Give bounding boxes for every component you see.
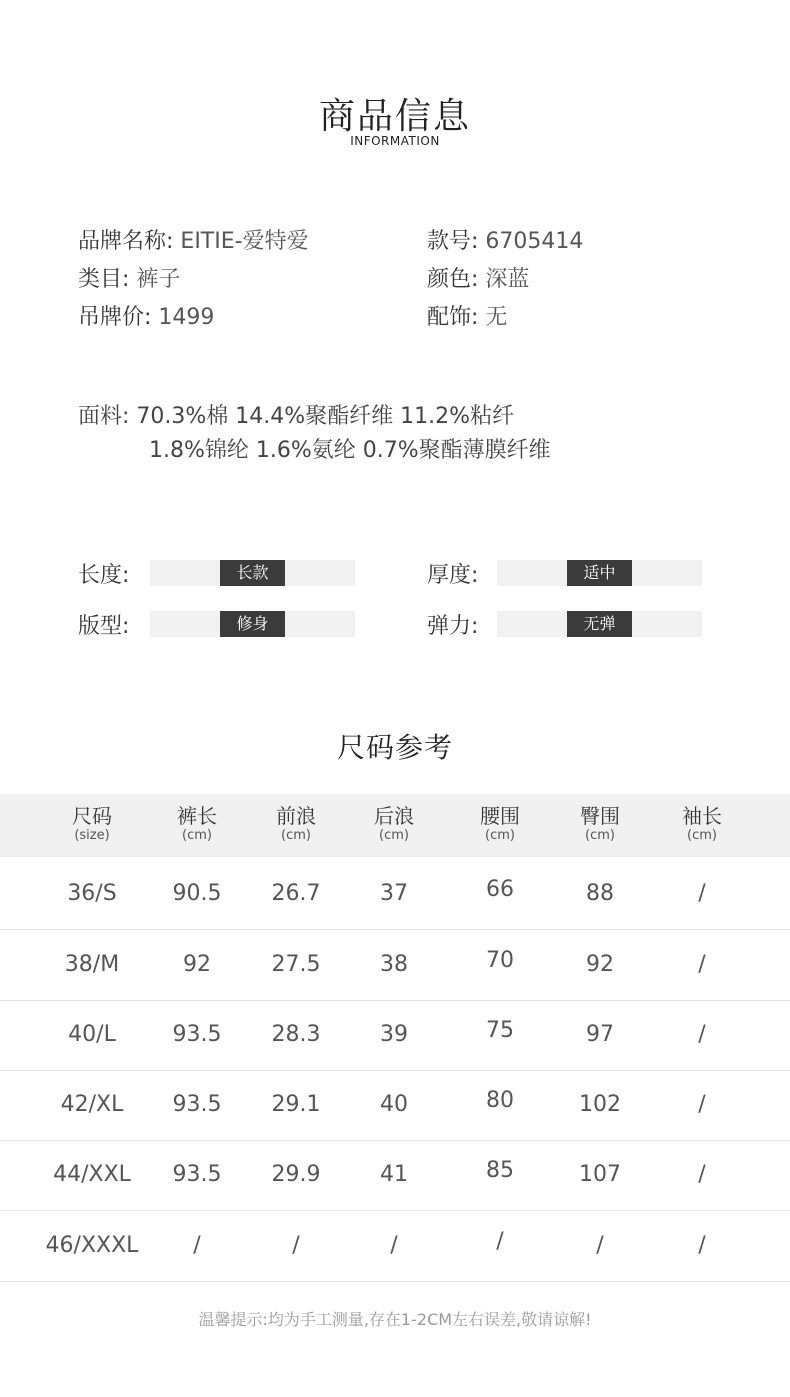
col-sleeve	[652, 794, 752, 857]
cell-size: 36/S	[67, 881, 117, 906]
cell-value: 107	[579, 1162, 621, 1187]
col-unit: (cm)	[585, 828, 615, 843]
col-unit: (size)	[74, 828, 110, 843]
color-label: 颜色:	[427, 267, 479, 292]
fabric-label: 面料:	[78, 404, 130, 429]
cell-value: 26.7	[271, 881, 321, 906]
col-name: 尺码	[72, 804, 112, 828]
cell-size: 42/XL	[60, 1092, 124, 1117]
cell-value: 97	[586, 1022, 614, 1047]
category-label: 类目:	[78, 267, 130, 292]
col-unit: (cm)	[687, 828, 717, 843]
cell-size: 44/XXL	[53, 1162, 131, 1187]
price-label: 吊牌价:	[78, 305, 152, 330]
thickness-scale	[497, 560, 702, 586]
col-hip	[550, 794, 650, 857]
elasticity-scale	[497, 611, 702, 637]
col-pants-length	[147, 794, 247, 857]
cell-value: /	[390, 1233, 398, 1258]
cell-size: 46/XXXL	[45, 1233, 139, 1258]
col-unit: (cm)	[485, 828, 515, 843]
fit-scale	[150, 611, 355, 637]
cell-value: 93.5	[172, 1022, 222, 1047]
col-name: 后浪	[374, 804, 414, 828]
page-title: 商品信息	[318, 96, 471, 137]
style-no-row	[427, 224, 583, 255]
table-row	[0, 930, 790, 1001]
style-no-label: 款号:	[427, 229, 479, 254]
cell-value: /	[698, 1092, 706, 1117]
col-name: 袖长	[682, 804, 722, 828]
cell-size: 40/L	[68, 1022, 116, 1047]
cell-value: 92	[586, 952, 614, 977]
cell-size: 38/M	[64, 952, 120, 977]
cell-value: 75	[486, 1018, 514, 1043]
length-chip: 长款	[220, 560, 285, 586]
fabric-block	[78, 400, 551, 468]
page-subtitle: INFORMATION	[350, 134, 440, 148]
brand-label: 品牌名称:	[78, 229, 174, 254]
col-size	[42, 794, 142, 857]
measurement-note: 温馨提示:均为手工测量,存在1-2CM左右误差,敬请谅解!	[198, 1310, 592, 1329]
cell-value: 102	[579, 1092, 621, 1117]
table-row	[0, 1211, 790, 1282]
cell-value: 29.9	[271, 1162, 321, 1187]
color-value: 深蓝	[485, 267, 530, 292]
table-row	[0, 859, 790, 930]
cell-value: 90.5	[172, 881, 222, 906]
cell-value: /	[596, 1233, 604, 1258]
cell-value: /	[698, 881, 706, 906]
cell-value: 80	[486, 1088, 514, 1113]
cell-value: /	[292, 1233, 300, 1258]
cell-value: 66	[486, 877, 514, 902]
color-row	[427, 262, 529, 293]
thickness-label: 厚度:	[427, 563, 479, 588]
cell-value: 29.1	[271, 1092, 321, 1117]
cell-value: 37	[380, 881, 408, 906]
col-back-rise	[344, 794, 444, 857]
table-row	[0, 1000, 790, 1071]
size-chart-title: 尺码参考	[336, 731, 453, 764]
cell-value: 92	[183, 952, 211, 977]
col-name: 前浪	[276, 804, 316, 828]
cell-value: /	[496, 1229, 504, 1254]
fit-label: 版型:	[78, 614, 130, 639]
cell-value: 40	[380, 1092, 408, 1117]
col-name: 裤长	[177, 804, 217, 828]
price-value: 1499	[158, 305, 215, 330]
elasticity-label: 弹力:	[427, 614, 479, 639]
cell-value: /	[698, 1162, 706, 1187]
cell-value: 88	[586, 881, 614, 906]
col-name: 腰围	[480, 804, 520, 828]
style-no-value: 6705414	[485, 229, 584, 254]
cell-value: /	[193, 1233, 201, 1258]
cell-value: 85	[486, 1158, 514, 1183]
cell-value: 39	[380, 1022, 408, 1047]
col-unit: (cm)	[182, 828, 212, 843]
cell-value: /	[698, 1022, 706, 1047]
cell-value: 93.5	[172, 1092, 222, 1117]
accessory-label: 配饰:	[427, 305, 479, 330]
table-row	[0, 1070, 790, 1141]
fabric-line-2: 1.8%锦纶 1.6%氨纶 0.7%聚酯薄膜纤维	[149, 438, 551, 463]
brand-value: EITIE-爱特爱	[180, 229, 309, 254]
thickness-chip: 适中	[567, 560, 632, 586]
size-table-header	[0, 794, 790, 857]
accessory-value: 无	[485, 305, 508, 330]
col-front-rise	[246, 794, 346, 857]
cell-value: 28.3	[271, 1022, 321, 1047]
cell-value: 41	[380, 1162, 408, 1187]
cell-value: 27.5	[271, 952, 321, 977]
category-value: 裤子	[136, 267, 181, 292]
cell-value: 70	[486, 948, 514, 973]
length-scale	[150, 560, 355, 586]
col-name: 臀围	[580, 804, 620, 828]
fabric-line-1: 70.3%棉 14.4%聚酯纤维 11.2%粘纤	[136, 404, 515, 429]
length-label: 长度:	[78, 563, 130, 588]
col-waist	[450, 794, 550, 857]
cell-value: 38	[380, 952, 408, 977]
table-row	[0, 1140, 790, 1211]
category-row	[78, 262, 180, 293]
brand-row	[78, 224, 309, 255]
price-row	[78, 300, 214, 331]
cell-value: 93.5	[172, 1162, 222, 1187]
col-unit: (cm)	[281, 828, 311, 843]
cell-value: /	[698, 952, 706, 977]
elasticity-chip: 无弹	[567, 611, 632, 637]
col-unit: (cm)	[379, 828, 409, 843]
cell-value: /	[698, 1233, 706, 1258]
fit-chip: 修身	[220, 611, 285, 637]
accessory-row	[427, 300, 507, 331]
